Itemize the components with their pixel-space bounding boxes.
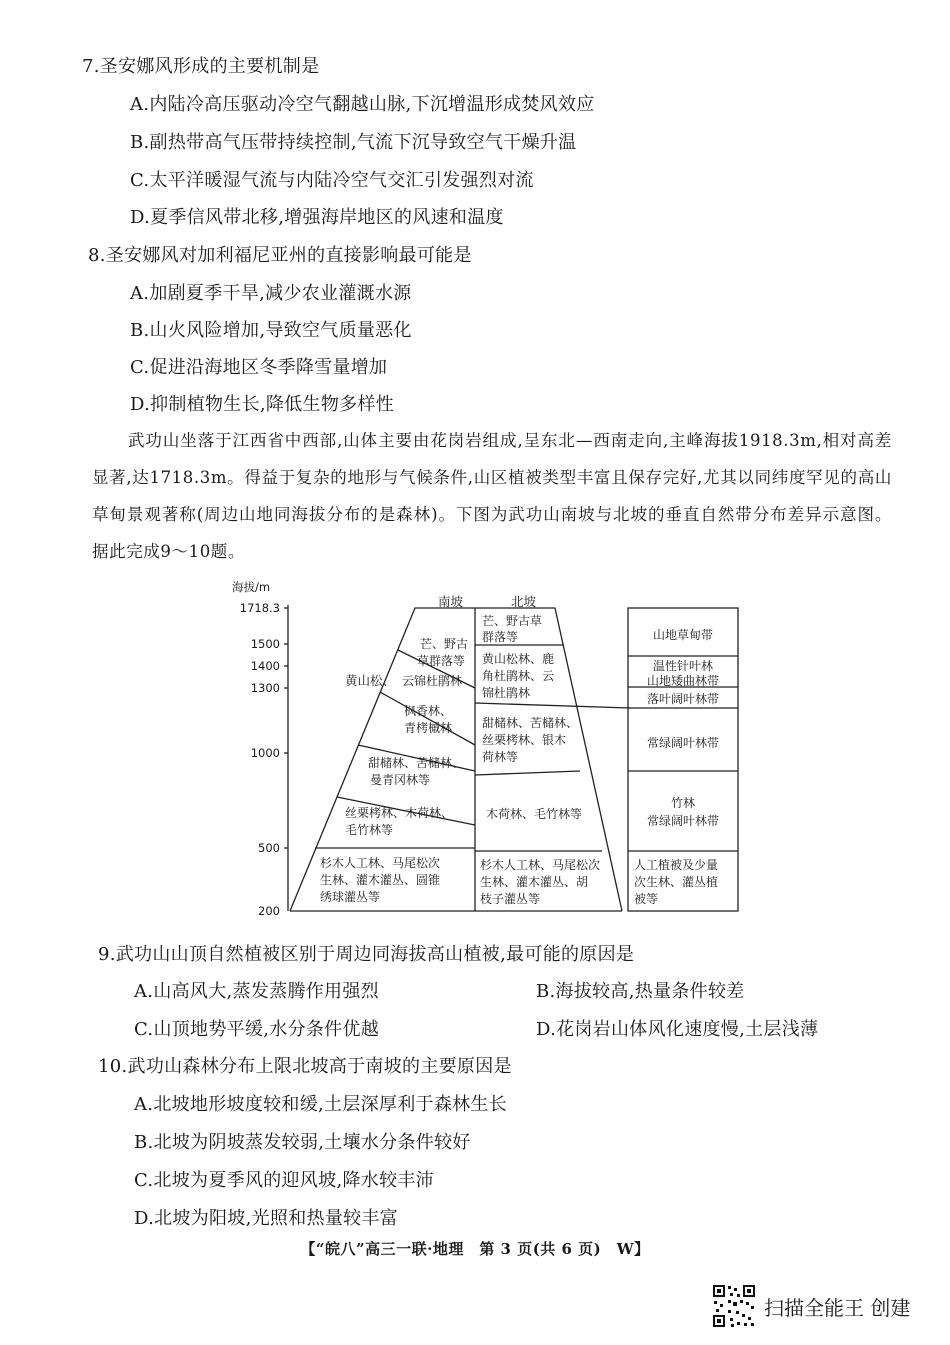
north-zone-text: 丝栗栲林、银木 [482, 733, 567, 747]
north-zone-text: 生林、灌木灌丛、胡 [480, 875, 589, 889]
q7-option-c: C.太平洋暖湿气流与内陆冷空气交汇引发强烈对流 [130, 170, 534, 191]
south-zone-text: 芒、野古 [420, 637, 469, 651]
tick-label: 1400 [250, 659, 280, 673]
q8-option-b: B.山火风险增加,导致空气质量恶化 [130, 320, 412, 341]
q10-option-c: C.北坡为夏季风的迎风坡,降水较丰沛 [134, 1170, 434, 1191]
belt-label: 竹林 [670, 796, 696, 810]
south-zone-text: 青栲槭林 [404, 721, 453, 735]
belt-label: 常绿阔叶林带 [646, 814, 720, 828]
north-zone-text: 黄山松林、鹿 [482, 652, 555, 666]
q9-option-c: C.山顶地势平缓,水分条件优越 [134, 1019, 380, 1040]
belt-label: 人工植被及少量 [634, 858, 719, 872]
tick-label: 1500 [250, 637, 280, 651]
belt-label: 山地草甸带 [652, 628, 714, 642]
q8-option-c: C.促进沿海地区冬季降雪量增加 [130, 357, 388, 378]
belt-label: 常绿阔叶林带 [646, 736, 720, 750]
north-zone-text: 杉木人工林、马尾松次 [480, 858, 601, 872]
q9-option-b: B.海拔较高,热量条件较差 [536, 981, 745, 1002]
q10-option-b: B.北坡为阴坡蒸发较弱,土壤水分条件较好 [134, 1132, 471, 1153]
south-zone-text: 甜槠林、苦槠林、 [368, 756, 465, 770]
north-zone-text: 群落等 [482, 630, 519, 644]
tick-label: 500 [258, 841, 280, 855]
q8-option-d: D.抑制植物生长,降低生物多样性 [130, 394, 395, 415]
q10-option-d: D.北坡为阳坡,光照和热量较丰富 [134, 1208, 399, 1229]
tick-label: 1300 [250, 681, 280, 695]
q8-option-a: A.加剧夏季干旱,减少农业灌溉水源 [130, 283, 412, 304]
south-zone-text: 枫香林、 [404, 704, 453, 718]
north-zone-text: 锦杜鹃林 [482, 686, 531, 700]
belt-label: 落叶阔叶林带 [646, 692, 720, 706]
page-footer: 【“皖八”高三一联·地理 第 3 页(共 6 页) W】 [300, 1240, 650, 1258]
north-slope-label: 北坡 [511, 594, 537, 609]
south-zone-text: 丝栗栲林、木荷林、 [345, 806, 454, 820]
q9-option-a: A.山高风大,蒸发蒸腾作用强烈 [134, 981, 379, 1002]
north-zone-text: 木荷林、毛竹林等 [486, 807, 583, 821]
q9-option-d: D.花岗岩山体风化速度慢,土层浅薄 [536, 1019, 819, 1040]
belt-label: 被等 [634, 892, 659, 906]
south-zone-text: 曼青冈林等 [370, 773, 431, 787]
north-zone-text: 芒、野古草 [482, 614, 543, 628]
tick-label: 1000 [250, 746, 280, 760]
south-zone-text: 绣球灌丛等 [320, 890, 381, 904]
north-zone-text: 荷林等 [482, 750, 519, 764]
north-zone-text: 甜槠林、苦槠林、 [482, 716, 579, 730]
south-zone-text: 生林、灌木灌丛、圆锥 [320, 873, 441, 887]
scanner-label: 扫描全能王 创建 [764, 1295, 911, 1320]
q8-stem: 8.圣安娜风对加利福尼亚州的直接影响最可能是 [88, 245, 472, 266]
belt-label: 山地矮曲林带 [646, 674, 720, 688]
north-zone-text: 角杜鹃林、云 [482, 669, 555, 683]
south-outside-label: 黄山松、 [345, 673, 396, 688]
tick-label: 200 [258, 904, 280, 918]
north-zone-text: 枝子灌丛等 [480, 892, 541, 906]
q7-option-a: A.内陆冷高压驱动冷空气翻越山脉,下沉增温形成焚风效应 [130, 94, 595, 115]
q7-option-d: D.夏季信风带北移,增强海岸地区的风速和温度 [130, 207, 504, 228]
qr-code-icon [712, 1284, 756, 1328]
south-zone-text: 云锦杜鹃林 [402, 674, 463, 688]
vertical-zone-diagram [230, 575, 750, 920]
south-zone-text: 毛竹林等 [345, 823, 394, 837]
q10-stem: 10.武功山森林分布上限北坡高于南坡的主要原因是 [98, 1056, 512, 1077]
scanner-watermark [712, 1283, 910, 1329]
q9-stem: 9.武功山山顶自然植被区别于周边同海拔高山植被,最可能的原因是 [98, 944, 635, 965]
q10-option-a: A.北坡地形坡度较和缓,土层深厚利于森林生长 [134, 1094, 508, 1115]
south-slope-label: 南坡 [438, 594, 464, 609]
tick-label: 1718.3 [239, 601, 280, 615]
belt-label: 温性针叶林 [652, 659, 714, 673]
south-zone-text: 杉木人工林、马尾松次 [320, 856, 441, 870]
axis-label: 海拔/m [232, 580, 271, 594]
belt-label: 次生林、灌丛植 [634, 875, 719, 889]
q7-option-b: B.副热带高气压带持续控制,气流下沉导致空气干燥升温 [130, 132, 577, 153]
q7-stem: 7.圣安娜风形成的主要机制是 [82, 56, 320, 77]
passage-paragraph: 武功山坐落于江西省中西部,山体主要由花岗岩组成,呈东北—西南走向,主峰海拔1918.3m,相对高差显著,达1718.3m。得益于复杂的地形与气候条件,山区植被类型丰富且保存完好,尤其以同纬度罕见的高山草甸景观著称(周边山地同海拔分布的是森林)。下图为武功山南坡与北坡的垂直自然带分布差异示意图。据此完成9～10题。 [92, 431, 892, 561]
south-zone-text: 草群落等 [417, 654, 466, 668]
